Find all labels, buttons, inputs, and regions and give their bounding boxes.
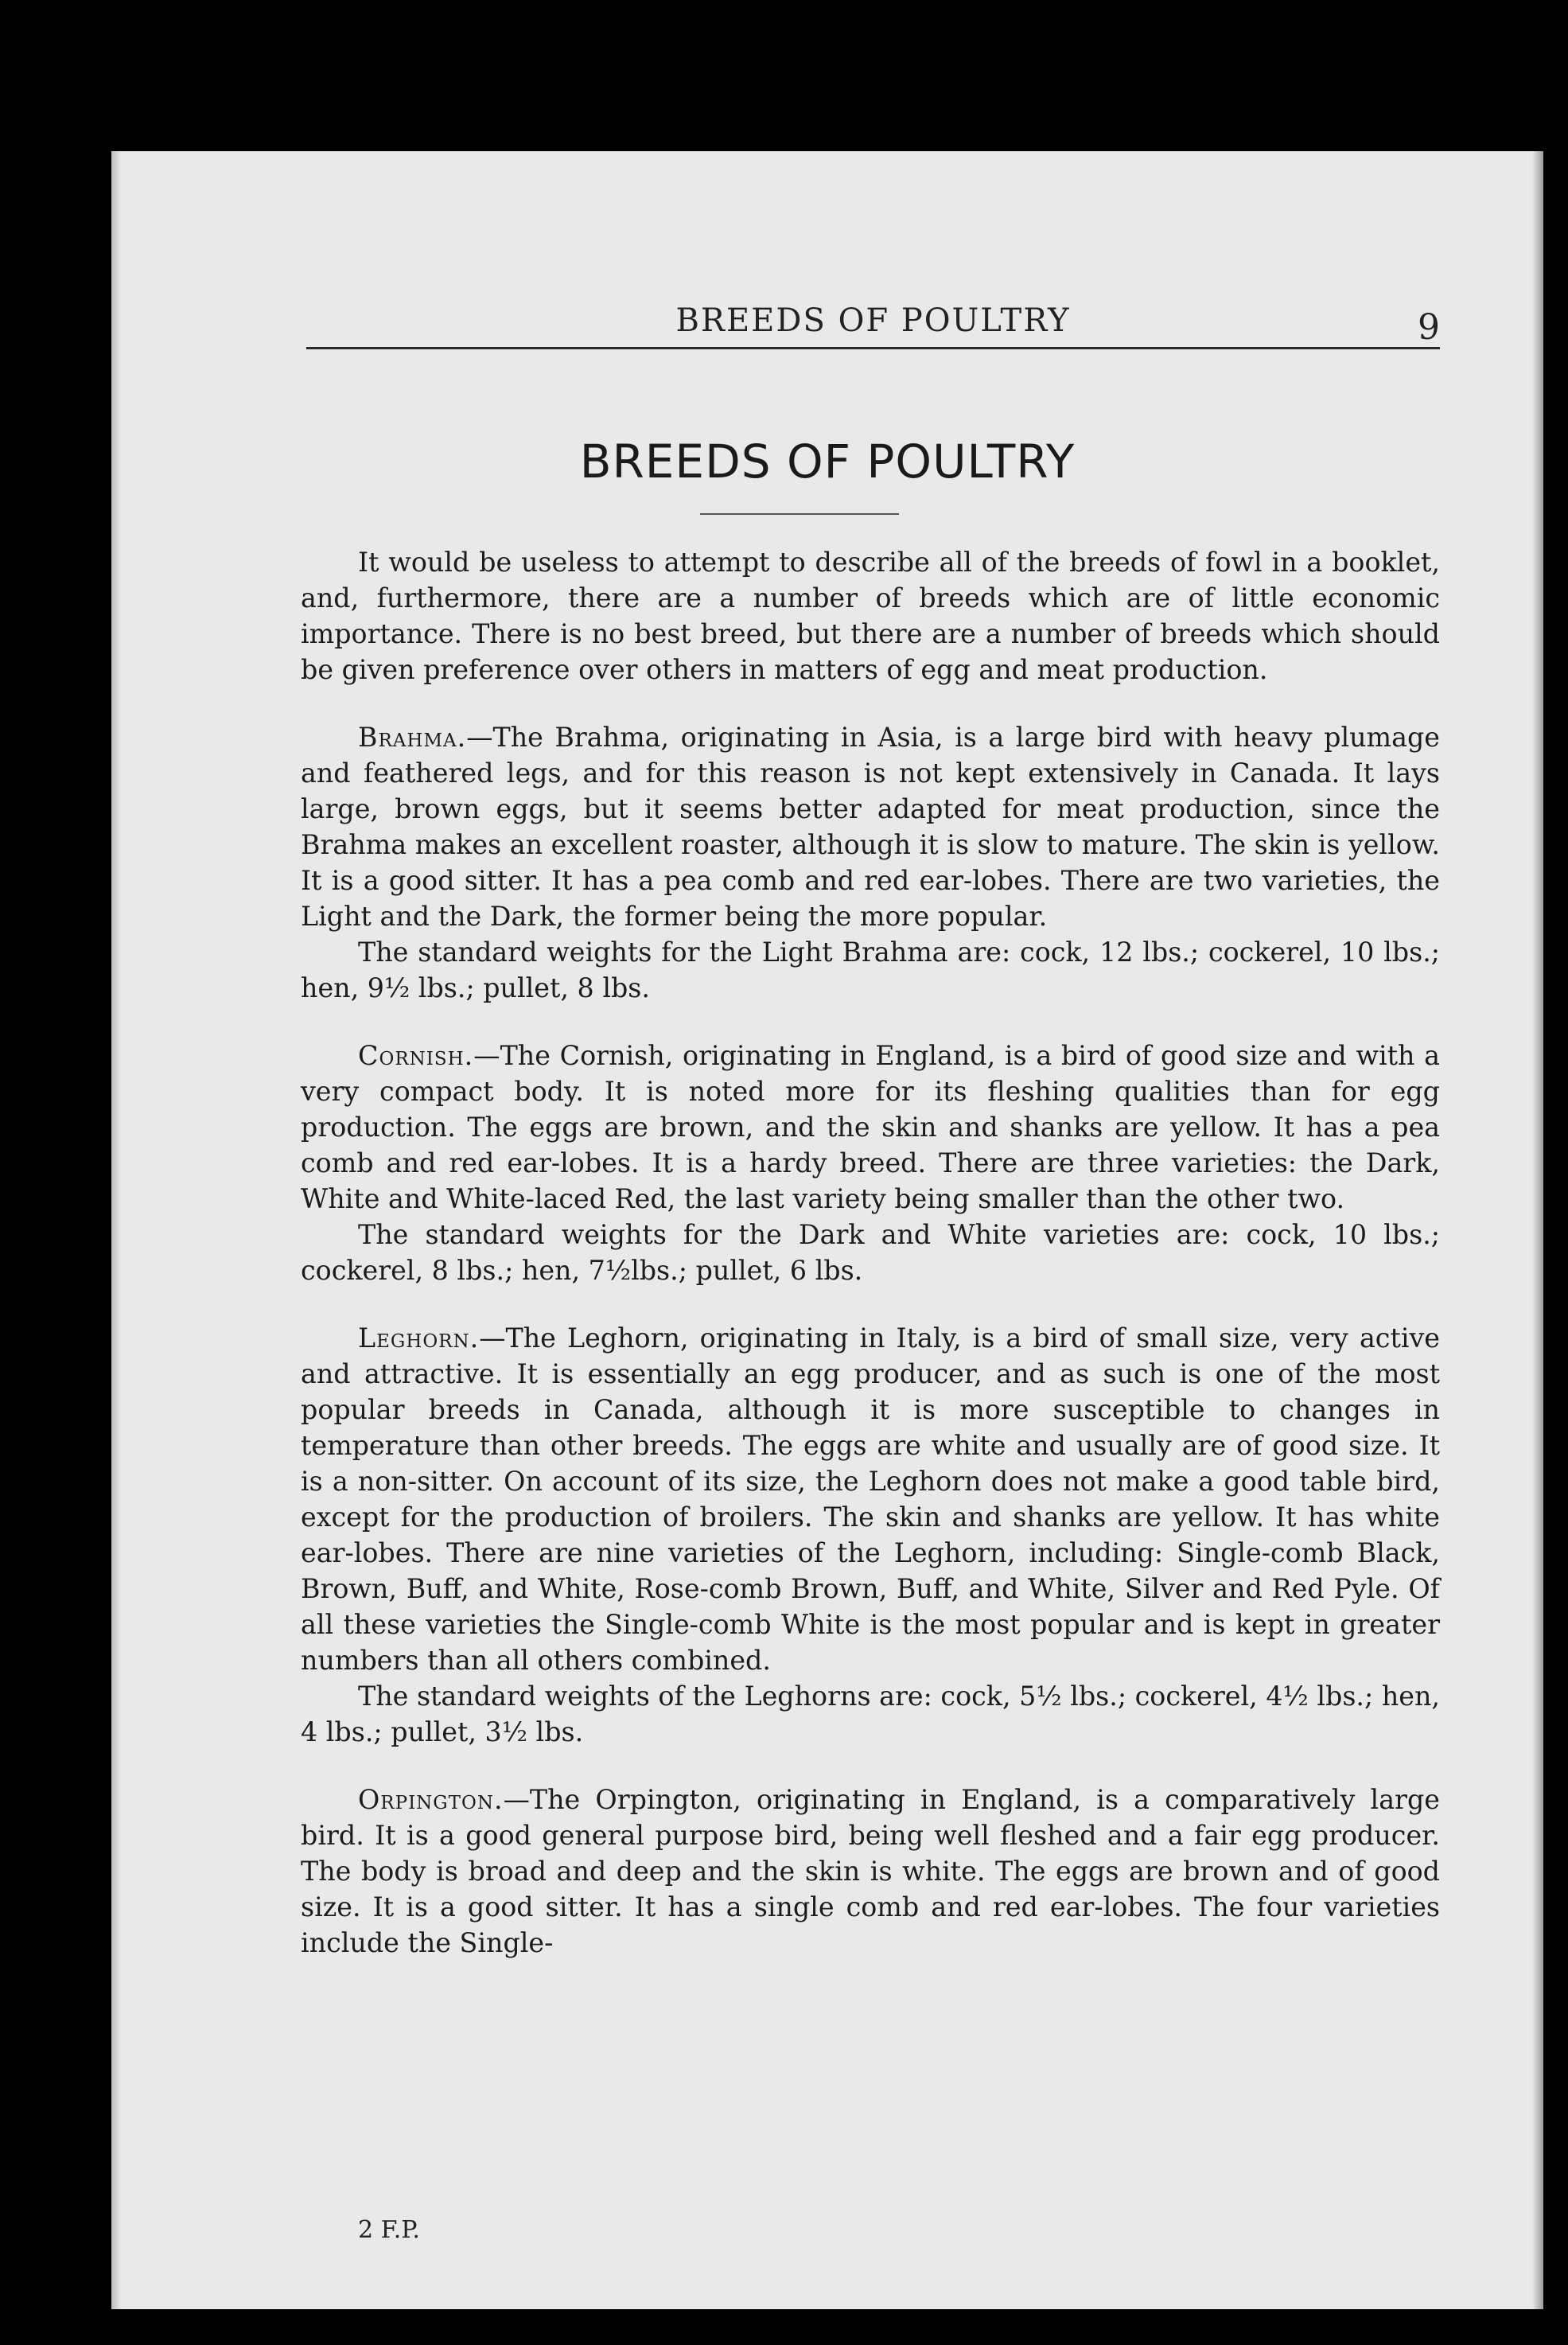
- cornish-heading: Cornish.: [358, 1040, 474, 1071]
- orpington-paragraph: [301, 1782, 1440, 1961]
- running-head: [306, 299, 1440, 349]
- orpington-text: —The Orpington, originating in England, is a comparatively large bird. It is a good general purpose bird, being well fleshed and a fair egg producer. The body is broad and deep and the skin is white. The eggs are brown and of good size. It is a good sitter. It has a single comb and red ear-lobes. The four varieties include the Single-: [301, 1784, 1440, 1958]
- leghorn-heading: Leghorn.: [358, 1322, 480, 1354]
- brahma-heading: Brahma.: [358, 722, 467, 753]
- cornish-paragraph: [301, 1038, 1440, 1217]
- running-head-title: BREEDS OF POULTRY: [675, 302, 1071, 339]
- brahma-weights: The standard weights for the Light Brahma are: cock, 12 lbs.; cockerel, 10 lbs.; hen, 9½ lbs.; pullet, 8 lbs.: [301, 937, 1440, 1003]
- brahma-paragraph: [301, 719, 1440, 934]
- title-rule: [700, 513, 899, 515]
- brahma-text: —The Brahma, originating in Asia, is a large bird with heavy plumage and feathered legs, and for this reason is not kept extensively in Canada. It lays large, brown eggs, but it seems better adapted for meat production, since the Brahma makes an excellent roaster, although it is slow to mature. The skin is yellow. It is a good sitter. It has a pea comb and red ear-lobes. There are two varieties, the Light and the Dark, the former being the more popular.: [301, 722, 1440, 932]
- orpington-heading: Orpington.: [358, 1784, 504, 1815]
- book-page: [111, 151, 1543, 2309]
- leghorn-weights: The standard weights of the Leghorns are: cock, 5½ lbs.; cockerel, 4½ lbs.; hen, 4 lbs.; pullet, 3½ lbs.: [301, 1681, 1440, 1747]
- page-title: BREEDS OF POULTRY: [579, 434, 1076, 489]
- intro-paragraph: It would be useless to attempt to describe all of the breeds of fowl in a booklet, and, furthermore, there are a number of breeds which are of little economic importance. There is no best breed, but there are a number of breeds which should be given preference over others in matters of egg and meat production.: [301, 547, 1440, 685]
- leghorn-paragraph: [301, 1320, 1440, 1678]
- page-number: 9: [1418, 307, 1440, 348]
- leghorn-text: —The Leghorn, originating in Italy, is a bird of small size, very active and attractive. It is essentially an egg producer, and as such is one of the most popular breeds in Canada, although it is more susceptible to changes in temperature than other breeds. The eggs are white and usually are of good size. It is a non-sitter. On account of its size, the Leghorn does not make a good table bird, except for the production of broilers. The skin and shanks are yellow. It has white ear-lobes. There are nine varieties of the Leghorn, including: Single-comb Black, Brown, Buff, and White, Rose-comb Brown, Buff, and White, Silver and Red Pyle. Of all these varieties the Single-comb White is the most popular and is kept in greater numbers than all others combined.: [301, 1322, 1440, 1676]
- body-text: [301, 544, 1440, 1961]
- cornish-text: —The Cornish, originating in England, is a bird of good size and with a very compact body. It is noted more for its fleshing qualities than for egg production. The eggs are brown, and the skin and shanks are yellow. It has a pea comb and red ear-lobes. It is a hardy breed. There are three varieties: the Dark, White and White-laced Red, the last variety being smaller than the other two.: [301, 1040, 1440, 1214]
- cornish-weights: The standard weights for the Dark and White varieties are: cock, 10 lbs.; cockerel, 8 lbs.; hen, 7½lbs.; pullet, 6 lbs.: [301, 1219, 1440, 1286]
- signature-mark: 2 F.P.: [358, 2216, 420, 2244]
